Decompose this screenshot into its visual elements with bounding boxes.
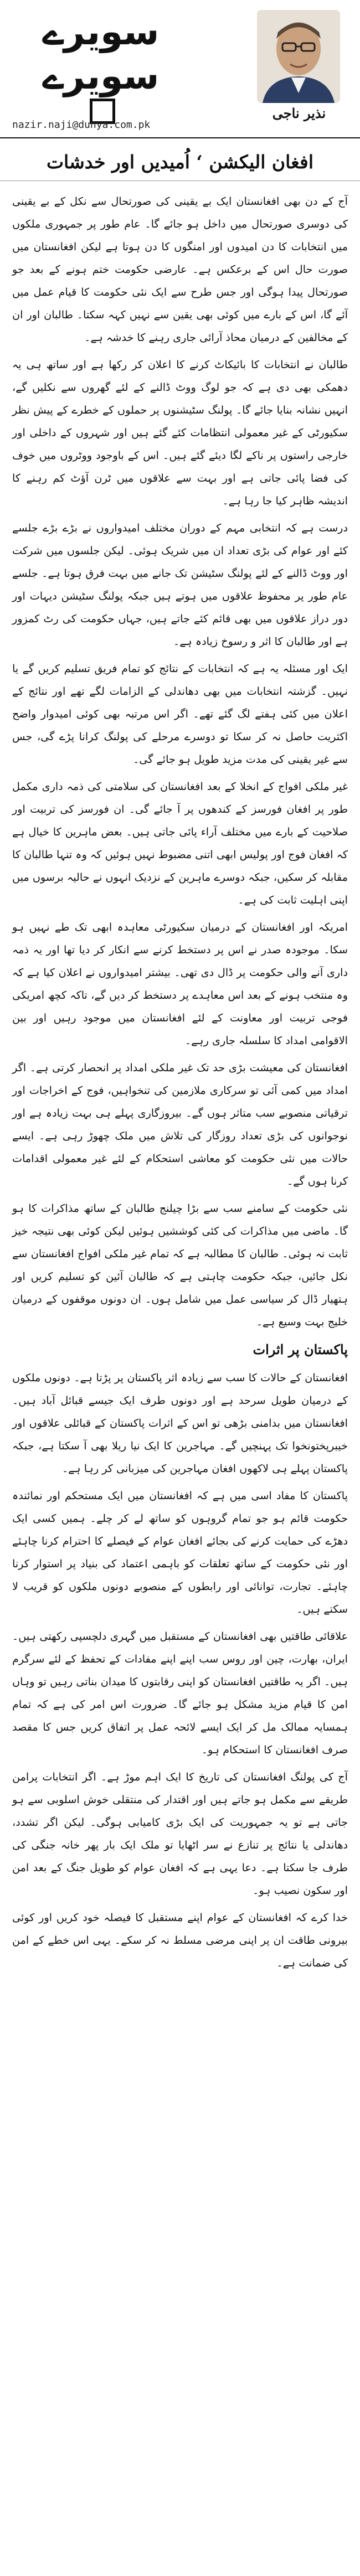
article-paragraph: غیر ملکی افواج کے انخلا کے بعد افغانستان کی سلامتی کی ذمہ داری مکمل طور پر افغان فورسز کے کندھوں پر آ جائے گی۔ ان فورسز کی تربیت اور صلاحیت کے بارے میں مختلف آراء پائی جاتی ہیں۔ بعض ماہرین کا خیال ہے کہ افغان فوج اور پولیس ابھی اتنی مضبوط نہیں ہوئیں کہ وہ تنہا طالبان کا مقابلہ کر سکیں، جبکہ دوسرے ماہرین کے نزدیک انہوں نے حالیہ برسوں میں اپنی اہلیت ثابت کی ہے۔ xyxy=(12,780,348,906)
column-brand-name: سویرے سویرے xyxy=(42,11,160,97)
column-brand-logo xyxy=(18,10,184,124)
article-paragraph: ایک اور مسئلہ یہ ہے کہ انتخابات کے نتائج کو تمام فریق تسلیم کریں گے یا نہیں۔ گزشتہ انتخابات میں بھی دھاندلی کے الزامات لگے تھے اور نتائج کے اعلان میں کئی ہفتے لگ گئے تھے۔ اگر اس مرتبہ بھی کوئی امیدوار واضح اکثریت حاصل نہ کر سکا تو دوسرے مرحلے کی پولنگ کرانا پڑے گی، جس سے غیر یقینی کی مدت مزید طویل ہو جائے گی۔ xyxy=(12,662,348,766)
article-paragraph: امریکہ اور افغانستان کے درمیان سکیورٹی معاہدہ ابھی تک طے نہیں ہو سکا۔ موجودہ صدر نے اس پر دستخط کرنے سے انکار کر دیا تھا اور یہ ذمہ داری آنے والی حکومت پر ڈال دی تھی۔ بیشتر امیدواروں نے اعلان کیا ہے کہ وہ منتخب ہونے کے بعد اس معاہدے پر دستخط کر دیں گے، تاکہ کچھ امریکی فوجی تربیت اور معاونت کے لئے افغانستان میں موجود رہیں اور بین الاقوامی امداد کا سلسلہ جاری رہے۔ xyxy=(12,921,348,1047)
article-paragraph: آج کی پولنگ افغانستان کی تاریخ کا ایک اہم موڑ ہے۔ اگر انتخابات پرامن طریقے سے مکمل ہو جاتے ہیں اور اقتدار کی منتقلی خوش اسلوبی سے ہو جاتی ہے تو یہ جمہوریت کی ایک بڑی کامیابی ہوگی۔ لیکن اگر تشدد، دھاندلی یا نتائج پر تنازع نے سر اٹھایا تو ملک ایک بار پھر خانہ جنگی کی طرف جا سکتا ہے۔ دعا یہی ہے کہ افغان عوام کو طویل جنگ کے بعد امن اور سکون نصیب ہو۔ xyxy=(12,1770,348,1897)
author-name: نذیر ناجی xyxy=(272,105,326,121)
author-photo xyxy=(257,10,340,103)
column-header xyxy=(0,0,360,138)
headline-block xyxy=(0,138,360,181)
article-paragraph: علاقائی طاقتیں بھی افغانستان کے مستقبل میں گہری دلچسپی رکھتی ہیں۔ ایران، بھارت، چین اور روس سب اپنے اپنے مفادات کے تحفظ کے لئے سرگرم ہیں۔ اگر یہ طاقتیں افغانستان کو اپنی رقابتوں کا میدان بناتی رہیں تو وہاں امن کا قیام مزید مشکل ہو جائے گا۔ ضرورت اس امر کی ہے کہ تمام ہمسایہ ممالک مل کر ایک ایسے لائحہ عمل پر اتفاق کریں جس کا مقصد صرف افغانستان کا استحکام ہو۔ xyxy=(12,1630,348,1756)
article-subheading: پاکستان پر اثرات xyxy=(253,1341,348,1357)
author-portrait-icon xyxy=(257,10,340,103)
article-paragraph: نئی حکومت کے سامنے سب سے بڑا چیلنج طالبان کے ساتھ مذاکرات کا ہو گا۔ ماضی میں مذاکرات کی کئی کوششیں ہوئیں لیکن کوئی بھی نتیجہ خیز ثابت نہ ہوئی۔ طالبان کا مطالبہ ہے کہ تمام غیر ملکی افواج افغانستان سے نکل جائیں، جبکہ حکومت چاہتی ہے کہ طالبان آئین کو تسلیم کریں اور ہتھیار ڈال کر سیاسی عمل میں شامل ہوں۔ ان دونوں موقفوں کے درمیان خلیج بہت وسیع ہے۔ xyxy=(12,1202,348,1328)
article-paragraph: آج کے دن بھی افغانستان ایک بے یقینی کی صورتحال سے نکل کے بے یقینی کی دوسری صورتحال میں داخل ہو جائے گا۔ عام طور پر جمہوری ملکوں میں انتخابات کا دن امیدوں اور امنگوں کا دن ہوتا ہے لیکن افغانستان میں صورت حال اس کے برعکس ہے۔ عارضی حکومت ختم ہونے کے بعد جو صورتحال پیدا ہوگی اور جس طرح سے ایک نئی حکومت کا قیام عمل میں آئے گا، اس کے بارے میں کوئی بھی یقین سے نہیں کہہ سکتا۔ طالبان اور ان کے مخالفین کے درمیان محاذ آرائی جاری رہنے کا خدشہ ہے۔ xyxy=(12,195,348,344)
author-email[interactable]: nazir.naji@dunya.com.pk xyxy=(12,119,151,131)
article-paragraph: افغانستان کی معیشت بڑی حد تک غیر ملکی امداد پر انحصار کرتی ہے۔ اگر امداد میں کمی آئی تو سرکاری ملازمین کی تنخواہیں، فوج کے اخراجات اور ترقیاتی منصوبے سب متاثر ہوں گے۔ بیروزگاری پہلے ہی بہت زیادہ ہے اور نوجوانوں کی بڑی تعداد روزگار کی تلاش میں ملک چھوڑ رہی ہے۔ ایسے حالات میں نئی حکومت کو معاشی استحکام کے لئے غیر معمولی اقدامات کرنا ہوں گے۔ xyxy=(12,1061,348,1188)
article-paragraph: افغانستان کے حالات کا سب سے زیادہ اثر پاکستان پر پڑتا ہے۔ دونوں ملکوں کے درمیان طویل سرحد ہے اور دونوں طرف ایک جیسے قبائل آباد ہیں۔ افغانستان میں بدامنی بڑھی تو اس کے اثرات پاکستان کے قبائلی علاقوں اور خیبرپختونخوا تک پہنچیں گے۔ مہاجرین کا ایک نیا ریلا بھی آ سکتا ہے، جبکہ پاکستان پہلے ہی لاکھوں افغان مہاجرین کی میزبانی کر رہا ہے۔ xyxy=(12,1371,348,1475)
article-paragraph: طالبان نے انتخابات کا بائیکاٹ کرنے کا اعلان کر رکھا ہے اور ساتھ ہی یہ دھمکی بھی دی ہے کہ جو لوگ ووٹ ڈالنے کے لئے گھروں سے نکلیں گے، انہیں نشانہ بنایا جائے گا۔ پولنگ سٹیشنوں پر حملوں کے خطرے کے پیش نظر سکیورٹی کے غیر معمولی انتظامات کئے گئے ہیں اور شہروں کے داخلی اور خارجی راستوں پر ناکے لگا دیئے گئے ہیں۔ اس کے باوجود ووٹروں میں خوف کی فضا پائی جاتی ہے اور بہت سے علاقوں میں ٹرن آؤٹ کم رہنے کا اندیشہ ظاہر کیا جا رہا ہے۔ xyxy=(12,358,348,507)
article-paragraph: پاکستان کا مفاد اسی میں ہے کہ افغانستان میں ایک مستحکم اور نمائندہ حکومت قائم ہو جو تمام گروہوں کو ساتھ لے کر چلے۔ ہمیں کسی ایک دھڑے کی حمایت کرنے کی بجائے افغان عوام کے فیصلے کا احترام کرنا چاہئے اور نئی حکومت کے ساتھ تعلقات کو باہمی اعتماد کی بنیاد پر استوار کرنا چاہئے۔ تجارت، توانائی اور رابطوں کے منصوبے دونوں ملکوں کو قریب لا سکتے ہیں۔ xyxy=(12,1489,348,1615)
article-paragraph: درست ہے کہ انتخابی مہم کے دوران مختلف امیدواروں نے بڑے بڑے جلسے کئے اور عوام کی بڑی تعداد ان میں شریک ہوئی۔ لیکن جلسوں میں شرکت اور ووٹ ڈالنے کے لئے پولنگ سٹیشن تک جانے میں بہت فرق ہوتا ہے۔ جلسے عام طور پر محفوظ علاقوں میں ہوتے ہیں جبکہ پولنگ سٹیشن دیہات اور دور دراز علاقوں میں بھی قائم کئے جاتے ہیں، جہاں حکومت کی رٹ کمزور ہے اور طالبان کا اثر و رسوخ زیادہ ہے۔ xyxy=(12,522,348,648)
article-closing-paragraph: خدا کرے کہ افغانستان کے عوام اپنے مستقبل کا فیصلہ خود کریں اور کوئی بیرونی طاقت ان پر اپنی مرضی مسلط نہ کر سکے۔ یہی اس خطے کے امن کی ضمانت ہے۔ xyxy=(12,1911,348,1969)
article-headline: افغان الیکشن ‘ اُمیدیں اور خدشات xyxy=(46,151,313,173)
article-body xyxy=(0,181,360,1974)
